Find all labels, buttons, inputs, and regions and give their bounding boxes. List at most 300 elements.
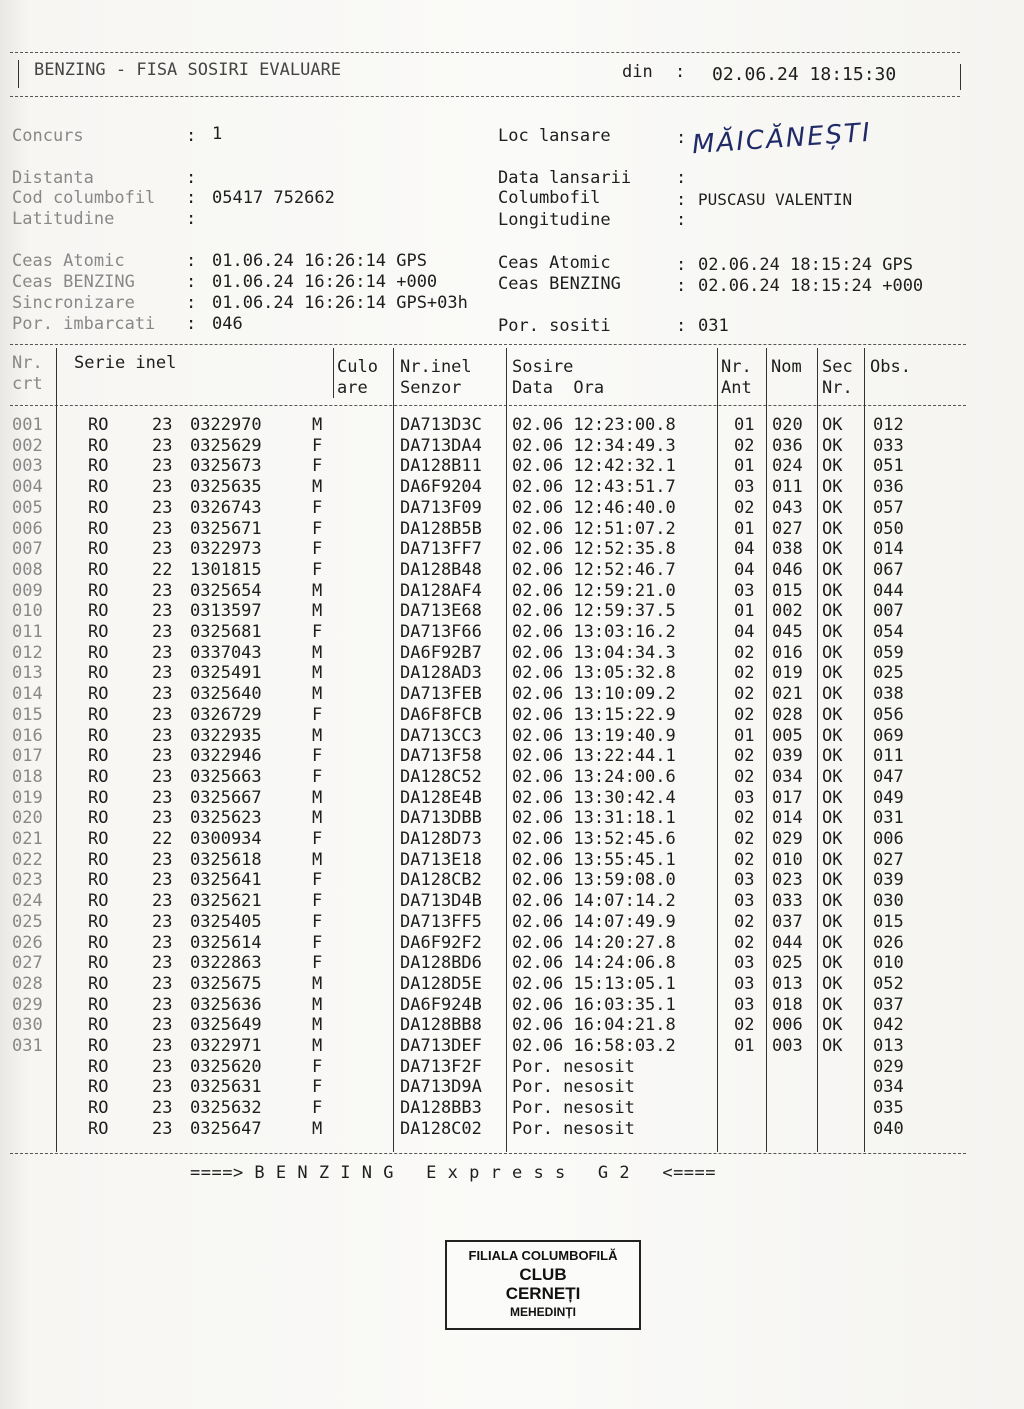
table-cell: 23 [152, 953, 173, 974]
table-cell: DA6F9204 [400, 477, 482, 498]
colon: : [186, 314, 197, 334]
table-cell: 0325620 [190, 1056, 262, 1077]
table-cell: 017 [12, 746, 43, 767]
table-row [0, 539, 1024, 560]
table-cell: DA713F09 [400, 497, 482, 518]
table-cell: 050 [873, 518, 904, 539]
din-label: din [622, 62, 653, 82]
table-cell: 23 [152, 911, 173, 932]
table-cell: 0325663 [190, 766, 262, 787]
table-cell: RO [88, 973, 109, 994]
table-cell: 02.06 12:52:46.7 [512, 559, 676, 580]
table-cell: DA713D9A [400, 1077, 482, 1098]
header-sec: Sec [822, 357, 853, 377]
table-cell: RO [88, 808, 109, 829]
table-row [0, 767, 1024, 788]
table-cell: 0325405 [190, 911, 262, 932]
table-cell: 002 [772, 601, 803, 622]
table-cell: DA6F8FCB [400, 704, 482, 725]
table-cell: 02 [734, 808, 755, 829]
table-cell: 23 [152, 1077, 173, 1098]
table-cell: 030 [12, 1015, 43, 1036]
table-row [0, 974, 1024, 995]
table-cell: M [312, 1015, 323, 1036]
table-cell: 23 [152, 891, 173, 912]
table-cell: RO [88, 849, 109, 870]
table-cell: 027 [873, 849, 904, 870]
table-row [0, 746, 1024, 767]
table-cell: 02.06 13:30:42.4 [512, 787, 676, 808]
table-cell: RO [88, 642, 109, 663]
table-cell: 01 [734, 1036, 755, 1056]
table-cell: 01 [734, 601, 755, 622]
table-cell: RO [88, 539, 109, 560]
table-cell: 23 [152, 415, 173, 435]
table-cell: F [312, 891, 323, 912]
table-cell: 018 [12, 766, 43, 787]
din-colon: : [675, 62, 686, 82]
table-cell: 02 [734, 911, 755, 932]
table-cell: OK [822, 746, 843, 767]
table-cell: 22 [152, 829, 173, 849]
table-cell: DA128AF4 [400, 580, 482, 601]
table-cell: 02.06 13:19:40.9 [512, 725, 676, 746]
colon: : [676, 168, 687, 188]
table-cell: 015 [873, 911, 904, 932]
table-cell: F [312, 870, 323, 891]
table-cell: 0325636 [190, 994, 262, 1015]
table-cell: 056 [873, 704, 904, 725]
table-cell: DA128D73 [400, 829, 482, 849]
table-cell: RO [88, 1098, 109, 1119]
table-cell: 033 [873, 435, 904, 456]
table-cell: OK [822, 518, 843, 539]
table-cell: DA128D5E [400, 973, 482, 994]
header-obs: Obs. [870, 357, 911, 377]
table-cell: 014 [12, 684, 43, 705]
table-cell: OK [822, 580, 843, 601]
table-cell: DA713F66 [400, 622, 482, 642]
table-cell: 0325635 [190, 477, 262, 498]
table-row [0, 870, 1024, 891]
table-cell: 0325614 [190, 932, 262, 953]
table-cell: 23 [152, 1036, 173, 1056]
table-cell: F [312, 456, 323, 477]
table-row [0, 415, 1024, 436]
table-cell: 22 [152, 559, 173, 580]
table-cell: 23 [152, 518, 173, 539]
table-cell: 0313597 [190, 601, 262, 622]
table-cell: RO [88, 911, 109, 932]
table-row [0, 912, 1024, 933]
table-cell: 010 [772, 849, 803, 870]
table-cell: DA128BD6 [400, 953, 482, 974]
table-cell: DA128BB8 [400, 1015, 482, 1036]
table-cell: 037 [772, 911, 803, 932]
table-row [0, 829, 1024, 850]
table-cell: 02.06 13:59:08.0 [512, 870, 676, 891]
table-cell: 024 [772, 456, 803, 477]
table-cell: 001 [12, 415, 43, 435]
colon: : [186, 188, 197, 208]
table-cell: 0322946 [190, 746, 262, 767]
table-cell: 0326729 [190, 704, 262, 725]
header-data-ora: Data Ora [512, 378, 605, 398]
table-cell: M [312, 684, 323, 705]
table-cell: F [312, 746, 323, 767]
table-cell: M [312, 642, 323, 663]
table-cell: 0300934 [190, 829, 262, 849]
table-cell: RO [88, 435, 109, 456]
table-cell: 04 [734, 559, 755, 580]
table-row [0, 705, 1024, 726]
colon: : [676, 210, 687, 230]
header-culo: Culo [337, 357, 378, 377]
table-cell: 028 [772, 704, 803, 725]
divider [333, 348, 334, 398]
table-cell: 019 [772, 663, 803, 684]
table-cell: 051 [873, 456, 904, 477]
table-cell: OK [822, 994, 843, 1015]
table-cell: 043 [772, 497, 803, 518]
table-row [0, 581, 1024, 602]
header-sec-nr: Nr. [822, 378, 853, 398]
table-cell: 011 [12, 622, 43, 642]
table-cell: 03 [734, 870, 755, 891]
table-cell: Por. nesosit [512, 1118, 635, 1139]
table-cell: 23 [152, 994, 173, 1015]
info-label: Ceas Atomic [498, 253, 611, 273]
table-cell: F [312, 518, 323, 539]
table-cell: RO [88, 725, 109, 746]
table-cell: RO [88, 932, 109, 953]
table-cell: 02.06 12:42:32.1 [512, 456, 676, 477]
table-cell: M [312, 725, 323, 746]
table-cell: 003 [12, 456, 43, 477]
table-row [0, 1077, 1024, 1098]
table-cell: 033 [772, 891, 803, 912]
stamp-line: FILIALA COLUMBOFILĂ [468, 1248, 618, 1263]
table-row [0, 1036, 1024, 1057]
table-cell: M [312, 580, 323, 601]
table-cell: 0337043 [190, 642, 262, 663]
table-cell: 012 [873, 415, 904, 435]
table-cell: 015 [12, 704, 43, 725]
table-cell: 23 [152, 973, 173, 994]
table-cell: 0322971 [190, 1036, 262, 1056]
header-nr: Nr. [12, 353, 43, 373]
table-cell: 02 [734, 684, 755, 705]
table-cell: F [312, 559, 323, 580]
table-cell: 1301815 [190, 559, 262, 580]
table-cell: OK [822, 559, 843, 580]
table-cell: DA128B11 [400, 456, 482, 477]
table-cell: OK [822, 766, 843, 787]
table-cell: 005 [12, 497, 43, 518]
table-cell: 023 [12, 870, 43, 891]
table-cell: 069 [873, 725, 904, 746]
table-cell: RO [88, 559, 109, 580]
table-cell: 014 [873, 539, 904, 560]
table-cell: OK [822, 663, 843, 684]
table-cell: 0325641 [190, 870, 262, 891]
table-cell: 02.06 15:13:05.1 [512, 973, 676, 994]
table-cell: 007 [12, 539, 43, 560]
table-cell: 02.06 13:52:45.6 [512, 829, 676, 849]
table-cell: 0326743 [190, 497, 262, 518]
table-cell: 044 [772, 932, 803, 953]
table-cell: OK [822, 704, 843, 725]
table-cell: F [312, 953, 323, 974]
table-cell: F [312, 704, 323, 725]
table-cell: 03 [734, 891, 755, 912]
table-cell: 03 [734, 953, 755, 974]
table-cell: 046 [772, 559, 803, 580]
table-cell: 052 [873, 973, 904, 994]
table-top-rule [10, 344, 966, 345]
table-cell: 23 [152, 456, 173, 477]
table-cell: 23 [152, 642, 173, 663]
info-value: 01.06.24 16:26:14 GPS [212, 251, 427, 271]
table-cell: F [312, 911, 323, 932]
info-label: Por. sositi [498, 316, 611, 336]
table-cell: 03 [734, 973, 755, 994]
info-value: 1 [212, 124, 223, 144]
table-cell: 017 [772, 787, 803, 808]
table-cell: 003 [772, 1036, 803, 1056]
table-cell: 23 [152, 746, 173, 767]
table-cell: OK [822, 973, 843, 994]
table-cell: RO [88, 518, 109, 539]
stamp-line: MEHEDINȚI [510, 1305, 576, 1319]
table-row [0, 684, 1024, 705]
table-cell: RO [88, 1077, 109, 1098]
table-cell: 02.06 13:05:32.8 [512, 663, 676, 684]
document-title: BENZING - FISA SOSIRI EVALUARE [34, 60, 342, 80]
table-cell: DA128AD3 [400, 663, 482, 684]
table-cell: 013 [772, 973, 803, 994]
table-cell: 036 [873, 477, 904, 498]
table-cell: OK [822, 622, 843, 642]
table-cell: 067 [873, 559, 904, 580]
table-cell: 042 [873, 1015, 904, 1036]
table-row [0, 788, 1024, 809]
table-cell: 04 [734, 622, 755, 642]
table-header-rule [10, 405, 966, 406]
colon: : [186, 293, 197, 313]
table-cell: 0325654 [190, 580, 262, 601]
table-cell: OK [822, 787, 843, 808]
info-value: 02.06.24 18:15:24 +000 [698, 276, 924, 296]
table-cell: 038 [873, 684, 904, 705]
table-cell: 021 [12, 829, 43, 849]
table-cell: 02.06 12:52:35.8 [512, 539, 676, 560]
table-cell: 010 [12, 601, 43, 622]
table-cell: 02.06 13:04:34.3 [512, 642, 676, 663]
table-cell: OK [822, 891, 843, 912]
table-cell: RO [88, 829, 109, 849]
table-cell: OK [822, 1036, 843, 1056]
table-cell: M [312, 787, 323, 808]
table-cell: 23 [152, 808, 173, 829]
info-value: 046 [212, 314, 243, 334]
table-cell: 0322935 [190, 725, 262, 746]
table-cell: 23 [152, 766, 173, 787]
info-label: Sincronizare [12, 293, 135, 313]
table-row [0, 601, 1024, 622]
stamp-line: CERNEȚI [505, 1284, 581, 1303]
table-cell: DA6F92B7 [400, 642, 482, 663]
table-cell: 008 [12, 559, 43, 580]
table-cell: M [312, 973, 323, 994]
table-cell: 02.06 13:15:22.9 [512, 704, 676, 725]
table-cell: 02.06 12:59:21.0 [512, 580, 676, 601]
table-cell: 02.06 14:07:49.9 [512, 911, 676, 932]
info-label: Cod columbofil [12, 188, 156, 208]
table-cell: 0322973 [190, 539, 262, 560]
table-cell: DA713FF7 [400, 539, 482, 560]
table-cell: OK [822, 849, 843, 870]
table-cell: 044 [873, 580, 904, 601]
table-cell: 23 [152, 435, 173, 456]
table-cell: OK [822, 725, 843, 746]
table-cell: DA128CB2 [400, 870, 482, 891]
table-cell: DA713D3C [400, 415, 482, 435]
table-cell: 022 [12, 849, 43, 870]
table-cell: 007 [873, 601, 904, 622]
table-cell: 027 [12, 953, 43, 974]
table-cell: 018 [772, 994, 803, 1015]
table-cell: 029 [772, 829, 803, 849]
table-cell: 02 [734, 497, 755, 518]
table-cell: 01 [734, 518, 755, 539]
table-cell: 23 [152, 497, 173, 518]
info-label: Data lansarii [498, 168, 632, 188]
table-cell: 026 [12, 932, 43, 953]
info-label: Ceas Atomic [12, 251, 125, 271]
table-cell: 009 [12, 580, 43, 601]
table-cell: 029 [12, 994, 43, 1015]
table-cell: 0325681 [190, 622, 262, 642]
info-value: 02.06.24 18:15:24 GPS [698, 255, 913, 275]
table-cell: 02 [734, 435, 755, 456]
table-cell: 04 [734, 539, 755, 560]
table-cell: 03 [734, 477, 755, 498]
table-cell: 02 [734, 766, 755, 787]
table-cell: DA128C52 [400, 766, 482, 787]
table-cell: 006 [772, 1015, 803, 1036]
table-cell: DA713E18 [400, 849, 482, 870]
table-cell: DA713DBB [400, 808, 482, 829]
table-cell: M [312, 1036, 323, 1056]
table-cell: RO [88, 477, 109, 498]
info-value: 05417 752662 [212, 188, 335, 208]
table-cell: 23 [152, 601, 173, 622]
table-cell: Por. nesosit [512, 1077, 635, 1098]
table-cell: 23 [152, 1118, 173, 1139]
table-cell: 02.06 12:34:49.3 [512, 435, 676, 456]
table-cell: 02 [734, 1015, 755, 1036]
table-cell: 03 [734, 787, 755, 808]
table-cell: 02.06 12:59:37.5 [512, 601, 676, 622]
table-cell: DA713DA4 [400, 435, 482, 456]
table-cell: OK [822, 911, 843, 932]
table-cell: DA713FF5 [400, 911, 482, 932]
table-cell: RO [88, 1056, 109, 1077]
table-row [0, 1119, 1024, 1140]
header-nr-ant: Nr. [721, 357, 752, 377]
info-label: Ceas BENZING [12, 272, 135, 292]
table-cell: 030 [873, 891, 904, 912]
header-ant: Ant [721, 378, 752, 398]
info-value: 01.06.24 16:26:14 +000 [212, 272, 438, 292]
table-cell: RO [88, 622, 109, 642]
info-label: Distanta [12, 168, 94, 188]
colon: : [186, 168, 197, 188]
table-cell: F [312, 829, 323, 849]
info-label: Loc lansare [498, 126, 611, 146]
table-cell: 23 [152, 870, 173, 891]
table-cell: RO [88, 787, 109, 808]
table-cell: 02 [734, 746, 755, 767]
footer-banner: ====> B E N Z I N G E x p r e s s G 2 <==== [190, 1163, 717, 1183]
table-cell: RO [88, 704, 109, 725]
table-cell: 0325623 [190, 808, 262, 829]
table-row [0, 643, 1024, 664]
table-cell: 0325491 [190, 663, 262, 684]
table-cell: 025 [772, 953, 803, 974]
table-cell: 23 [152, 1015, 173, 1036]
table-cell: 02 [734, 932, 755, 953]
table-row [0, 933, 1024, 954]
table-cell: OK [822, 415, 843, 435]
table-cell: 013 [873, 1036, 904, 1056]
table-cell: OK [822, 1015, 843, 1036]
table-cell: 02.06 16:04:21.8 [512, 1015, 676, 1036]
table-cell: Por. nesosit [512, 1098, 635, 1119]
table-cell: OK [822, 539, 843, 560]
table-cell: RO [88, 891, 109, 912]
table-cell: DA713CC3 [400, 725, 482, 746]
table-cell: RO [88, 601, 109, 622]
table-cell: 005 [772, 725, 803, 746]
table-cell: 02.06 12:51:07.2 [512, 518, 676, 539]
table-cell: 040 [873, 1118, 904, 1139]
table-cell: 02.06 13:10:09.2 [512, 684, 676, 705]
table-cell: 012 [12, 642, 43, 663]
table-bottom-rule [10, 1153, 966, 1154]
table-cell: DA128B48 [400, 559, 482, 580]
table-cell: 01 [734, 456, 755, 477]
table-cell: 054 [873, 622, 904, 642]
table-cell: 036 [772, 435, 803, 456]
table-cell: 0325621 [190, 891, 262, 912]
table-cell: 0325675 [190, 973, 262, 994]
table-cell: M [312, 415, 323, 435]
table-cell: DA128BB3 [400, 1098, 482, 1119]
table-row [0, 498, 1024, 519]
table-cell: 0322863 [190, 953, 262, 974]
table-cell: 0325640 [190, 684, 262, 705]
table-cell: 027 [772, 518, 803, 539]
table-cell: OK [822, 808, 843, 829]
table-cell: 011 [873, 746, 904, 767]
table-cell: 057 [873, 497, 904, 518]
table-cell: RO [88, 456, 109, 477]
table-cell: 0322970 [190, 415, 262, 435]
title-right-bar [960, 64, 961, 90]
table-cell: 0325629 [190, 435, 262, 456]
